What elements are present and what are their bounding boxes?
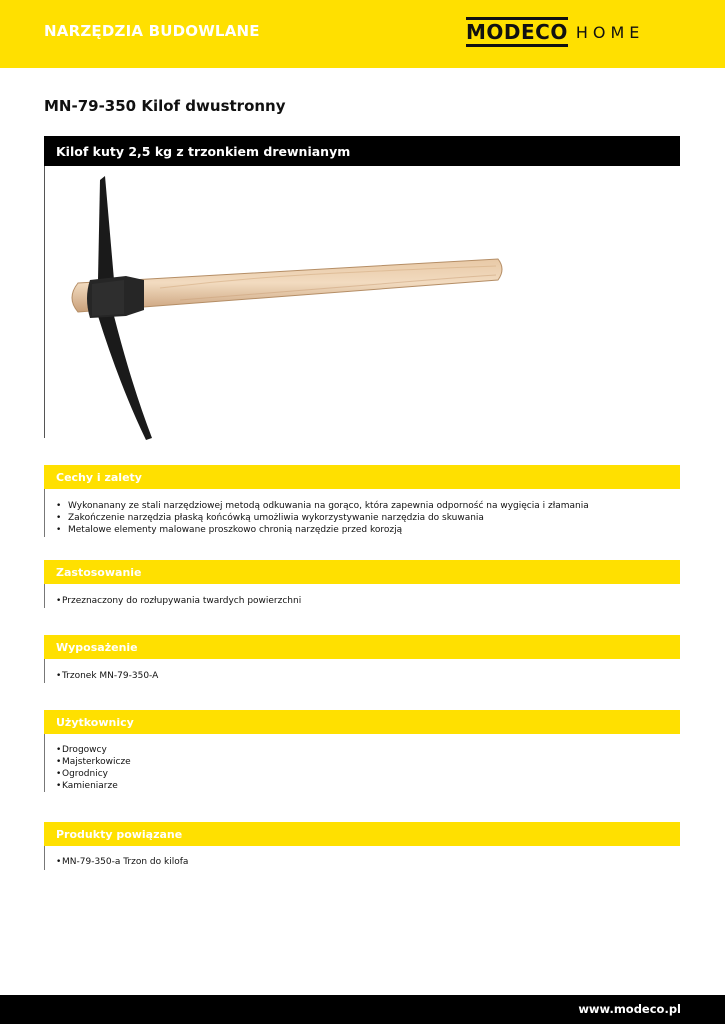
logo-wordmark: MODECO bbox=[466, 17, 568, 47]
section-header-application bbox=[44, 560, 680, 584]
logo-subbrand: HOME bbox=[575, 22, 645, 42]
footer-bar bbox=[0, 995, 725, 1024]
list-item: • Ogrodnicy bbox=[56, 768, 131, 780]
website-link[interactable]: www.modeco.pl bbox=[578, 1002, 681, 1016]
list-item: • Drogowcy bbox=[56, 744, 131, 756]
section-divider-features bbox=[44, 489, 45, 537]
section-header-equipment bbox=[44, 635, 680, 659]
section-divider-users bbox=[44, 734, 45, 792]
features-list bbox=[56, 500, 589, 536]
category-title: NARZĘDZIA BUDOWLANE bbox=[44, 22, 260, 40]
list-item: • Kamieniarze bbox=[56, 780, 131, 792]
section-divider-related bbox=[44, 846, 45, 870]
list-item: • Wykonanany ze stali narzędziowej metodą odkuwania na gorąco, która zapewnia odporność na wygięcia i złamania bbox=[56, 500, 589, 512]
related-list bbox=[56, 856, 188, 868]
product-title: MN-79-350 Kilof dwustronny bbox=[44, 97, 286, 115]
subtitle-bar bbox=[44, 136, 680, 166]
list-item: • MN-79-350-a Trzon do kilofa bbox=[56, 856, 188, 868]
section-title-users: Użytkownicy bbox=[56, 716, 134, 729]
users-list bbox=[56, 744, 131, 792]
header-banner bbox=[0, 0, 725, 68]
list-item: • Przeznaczony do rozłupywania twardych powierzchni bbox=[56, 595, 301, 607]
pickaxe-icon bbox=[60, 176, 520, 441]
list-item: • Metalowe elementy malowane proszkowo chronią narzędzie przed korozją bbox=[56, 524, 589, 536]
product-subtitle: Kilof kuty 2,5 kg z trzonkiem drewnianym bbox=[56, 144, 351, 159]
section-header-related bbox=[44, 822, 680, 846]
image-divider bbox=[44, 166, 45, 438]
list-item: • Majsterkowicze bbox=[56, 756, 131, 768]
section-divider-equipment bbox=[44, 659, 45, 683]
section-header-users bbox=[44, 710, 680, 734]
list-item: • Zakończenie narzędzia płaską końcówką umożliwia wykorzystywanie narzędzia do skuwania bbox=[56, 512, 589, 524]
section-title-application: Zastosowanie bbox=[56, 566, 142, 579]
section-title-features: Cechy i zalety bbox=[56, 471, 142, 484]
equipment-list bbox=[56, 670, 158, 682]
section-header-features bbox=[44, 465, 680, 489]
section-title-related: Produkty powiązane bbox=[56, 828, 183, 841]
brand-logo bbox=[466, 15, 644, 49]
list-item: • Trzonek MN-79-350-A bbox=[56, 670, 158, 682]
section-title-equipment: Wyposażenie bbox=[56, 641, 138, 654]
application-list bbox=[56, 595, 301, 607]
section-divider-application bbox=[44, 584, 45, 608]
